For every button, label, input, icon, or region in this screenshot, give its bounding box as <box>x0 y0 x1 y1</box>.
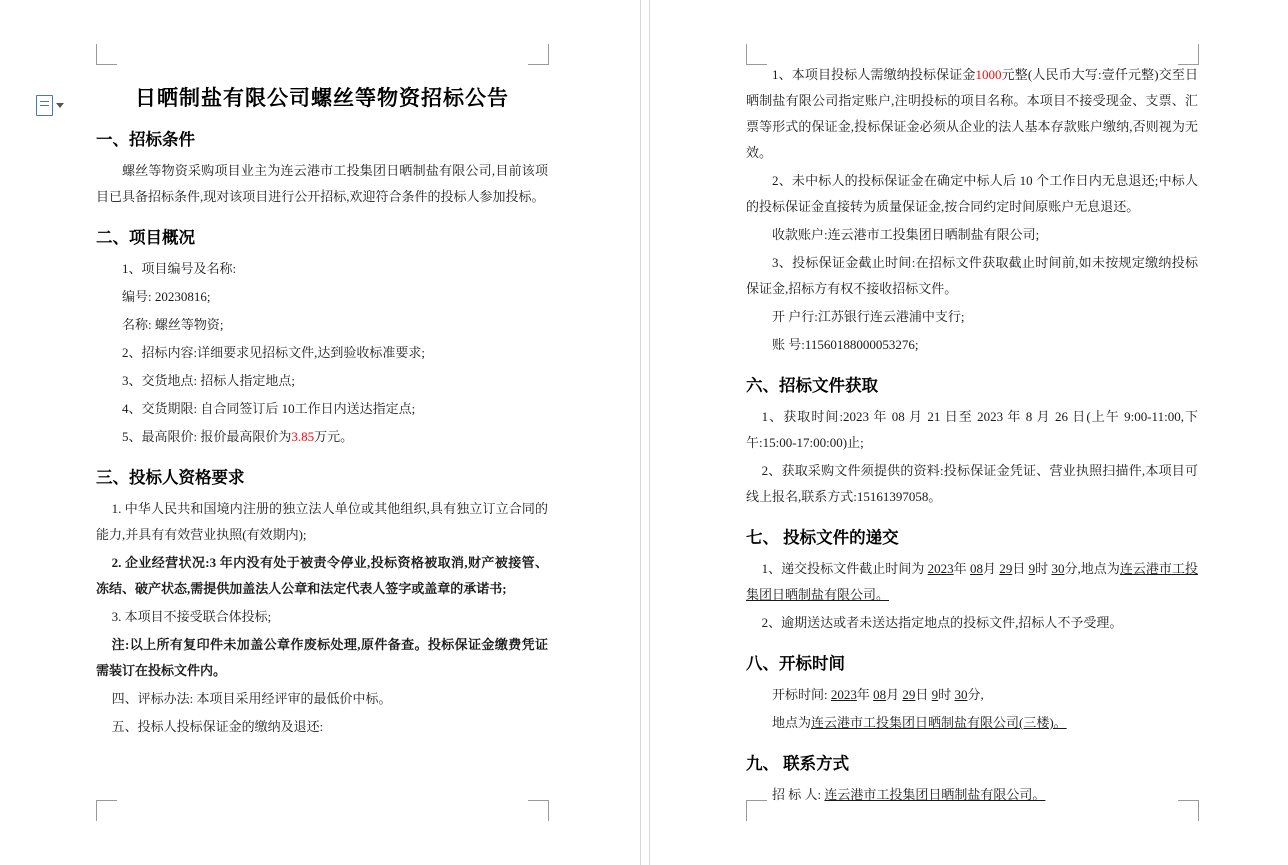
submission-place: 连云港市工投集团日晒制盐有限公司。 <box>746 561 1198 602</box>
section-heading-8: 八、开标时间 <box>746 654 845 673</box>
qualification-note-red: 注:以上所有复印件未加盖公章作废标处理,原件备查。投标保证金缴费凭证需装订在投标文件内。 <box>96 637 548 678</box>
bank-account-line: 账 号:11560188000053276; <box>772 337 919 352</box>
section-heading-9: 九、 联系方式 <box>746 754 850 773</box>
document-sheet-icon <box>36 95 53 116</box>
list-item: 名称: 螺丝等物资; <box>122 317 224 332</box>
qualification-item-1: 1. 中华人民共和国境内注册的独立法人单位或其他组织,具有独立订立合同的能力,并具有有效营业执照(有效期内); <box>96 501 548 542</box>
opening-place-value: 连云港市工投集团日晒制盐有限公司(三楼)。 <box>811 715 1067 730</box>
price-mid: 报价最高限价为 <box>200 429 292 444</box>
crop-mark-bottom-left <box>96 800 117 821</box>
crop-mark-top-left <box>96 44 117 65</box>
page-divider <box>640 0 650 865</box>
opening-year-unit: 年 <box>856 687 870 702</box>
submission-mid: ,地点为 <box>1077 561 1120 576</box>
contact-value: 连云港市工投集团日晒制盐有限公司。 <box>824 787 1046 802</box>
submission-prefix: 1、递交投标文件截止时间为 <box>761 561 925 576</box>
deposit-paragraph-1 <box>746 62 1198 166</box>
list-item: 2、招标内容:详细要求见招标文件,达到验收标准要求; <box>122 345 425 360</box>
opening-day-unit: 日 <box>915 687 929 702</box>
opening-hour: 9 <box>931 687 939 702</box>
submission-deadline-line <box>746 556 1198 608</box>
acquire-time-line: 1、获取时间:2023 年 08 月 21 日至 2023 年 8 月 26 日(上午 9:00-11:00,下午:15:00-17:00:00)止; <box>746 409 1198 450</box>
submission-minute: 30 <box>1051 561 1065 576</box>
submission-month: 08 <box>969 561 983 576</box>
page-left[interactable] <box>0 0 640 865</box>
payee-account-line: 收款账户:连云港市工投集团日晒制盐有限公司; <box>772 227 1040 242</box>
page-right[interactable] <box>650 0 1288 865</box>
document-icon[interactable] <box>36 95 64 116</box>
opening-minute-unit: 分, <box>967 687 984 702</box>
list-item: 3、交货地点: 招标人指定地点; <box>122 373 295 388</box>
crop-mark-top-right <box>528 44 549 65</box>
submission-late-line: 2、逾期送达或者未送达指定地点的投标文件,招标人不予受理。 <box>761 615 1123 630</box>
list-item: 4、交货期限: 自合同签订后 10工作日内送达指定点; <box>122 401 416 416</box>
section-heading-6: 六、招标文件获取 <box>746 376 878 395</box>
submission-month-unit: 月 <box>982 561 997 576</box>
opening-hour-unit: 时 <box>938 687 952 702</box>
price-prefix: 5、最高限价: <box>122 429 198 444</box>
submission-hour-unit: 时 <box>1035 561 1049 576</box>
submission-day-unit: 日 <box>1012 561 1026 576</box>
acquire-materials-line: 2、获取采购文件须提供的资料:投标保证金凭证、营业执照扫描件,本项目可线上报名,联系方式:15161397058。 <box>746 463 1198 504</box>
submission-hour: 9 <box>1028 561 1036 576</box>
right-page-content <box>746 62 1198 810</box>
qualification-item-2-red: 2. 企业经营状况:3 年内没有处于被责令停业,投标资格被取消,财产被接管、冻结、破产状态,需提供加盖法人公章和法定代表人签字或盖章的承诺书; <box>96 555 548 596</box>
submission-day: 29 <box>999 561 1013 576</box>
section-2-list <box>96 256 548 450</box>
deposit-amount: 1000 <box>975 67 1002 82</box>
opening-day: 29 <box>902 687 916 702</box>
list-item: 1、项目编号及名称: <box>122 261 237 276</box>
deposit-paragraph-2: 2、未中标人的投标保证金在确定中标人后 10 个工作日内无息退还;中标人的投标保证金直接转为质量保证金,按合同约定时间原账户无息退还。 <box>746 173 1198 214</box>
left-page-content <box>96 82 548 742</box>
opening-year: 2023 <box>830 687 857 702</box>
opening-month-unit: 月 <box>886 687 900 702</box>
price-value: 3.85 <box>291 429 315 444</box>
price-suffix: 万元。 <box>314 429 354 444</box>
contact-line <box>746 782 1198 808</box>
section-4-line: 四、评标办法: 本项目采用经评审的最低价中标。 <box>111 691 392 706</box>
opening-time-line <box>746 682 1198 708</box>
contact-label: 招 标 人: <box>772 787 822 802</box>
opening-place-line <box>746 710 1198 736</box>
section-heading-2: 二、项目概况 <box>96 228 195 247</box>
chevron-down-icon[interactable] <box>56 103 64 108</box>
opening-place-prefix: 地点为 <box>772 715 812 730</box>
submission-year: 2023 <box>927 561 954 576</box>
section-5-line: 五、投标人投标保证金的缴纳及退还: <box>111 719 324 734</box>
list-item-price <box>122 424 548 450</box>
section-heading-3: 三、投标人资格要求 <box>96 468 245 487</box>
section-1-paragraph: 螺丝等物资采购项目业主为连云港市工投集团日晒制盐有限公司,目前该项目已具备招标条件,现对该项目进行公开招标,欢迎符合条件的投标人参加投标。 <box>96 163 548 204</box>
list-item: 编号: 20230816; <box>122 289 211 304</box>
page-title: 日晒制盐有限公司螺丝等物资招标公告 <box>135 86 509 110</box>
submission-minute-unit: 分 <box>1064 561 1078 576</box>
submission-year-unit: 年 <box>953 561 967 576</box>
opening-prefix: 开标时间: <box>772 687 828 702</box>
deposit-deadline-line: 3、投标保证金截止时间:在招标文件获取截止时间前,如未按规定缴纳投标保证金,招标方有权不接收招标文件。 <box>746 255 1198 296</box>
crop-mark-bottom-right <box>528 800 549 821</box>
bank-branch-line: 开 户行:江苏银行连云港浦中支行; <box>772 309 965 324</box>
opening-minute: 30 <box>954 687 968 702</box>
deposit-suffix: 元整(人民币大写:壹仟元整)交至日晒制盐有限公司指定账户,注明投标的项目名称。本项目不接受现金、支票、汇票等形式的保证金,投标保证金必须从企业的法人基本存款账户缴纳,否则视为无效。 <box>746 67 1198 160</box>
deposit-prefix: 1、本项目投标人需缴纳投标保证金 <box>772 67 976 82</box>
section-heading-7: 七、 投标文件的递交 <box>746 528 899 547</box>
section-heading-1: 一、招标条件 <box>96 130 195 149</box>
opening-month: 08 <box>873 687 887 702</box>
qualification-item-3: 3. 本项目不接受联合体投标; <box>111 609 272 624</box>
